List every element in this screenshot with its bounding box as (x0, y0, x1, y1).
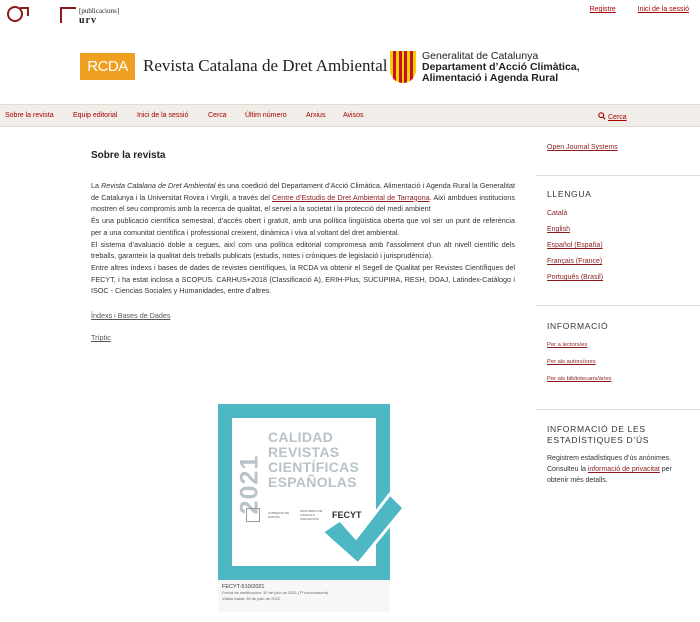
info-block (536, 305, 700, 388)
language-english[interactable]: English (547, 226, 570, 233)
language-francais[interactable]: Français (France) (547, 258, 603, 265)
fecyt-quality-seal (218, 404, 390, 612)
info-title: INFORMACIÓ (547, 321, 609, 331)
triptic-link[interactable]: Tríptic (91, 333, 111, 343)
gencat-department-1: Departament d’Acció Climàtica, (422, 61, 580, 73)
seal-year: 2021 (235, 454, 264, 515)
search-link[interactable] (598, 112, 627, 121)
journal-title[interactable]: Revista Catalana de Dret Ambiental (143, 56, 388, 75)
publicacions-bracket-icon (60, 7, 76, 23)
site-header (0, 40, 700, 98)
register-link[interactable]: Registre (589, 6, 616, 13)
urv-emblem-icon (6, 5, 30, 27)
stats-text: Registrem estadístiques d’ús anònimes. Consulteu la informació de privacitat per obtenir més detalls. (547, 455, 672, 484)
seal-code: FECYT-510/2021 (222, 584, 265, 590)
seal-certification-date: Fecha de certificación: 30 de julio de 2021 (7ª convocatoria) (222, 590, 329, 595)
indexes-link[interactable]: Índexs i Bases de Dades (91, 311, 171, 321)
search-icon (598, 112, 606, 120)
nav-archives[interactable]: Arxius (306, 112, 326, 119)
info-authors-link[interactable]: Per als autors/ores (547, 359, 596, 365)
publicacions-urv-logo[interactable] (60, 7, 119, 25)
language-portugues[interactable]: Português (Brasil) (547, 274, 604, 281)
about-paragraph-1: La Revista Catalana de Dret Ambiental és una coedició del Departament d’Acció Climàtica, Alimentació i Agenda Rural la Generalitat de Catalunya i la Universitat Rovira i Virgili, a través del Centre d’Estudis de Dret Ambiental de Tarragona. Així ambdues institucions mostren el seu compromís amb la recerca de qualitat, el servei a la societat i la protecció del medi ambient (91, 181, 515, 214)
journal-name-italic: Revista Catalana de Dret Ambiental (101, 181, 216, 190)
page-title: Sobre la revista (91, 150, 166, 161)
privacy-link[interactable]: informació de privacitat (587, 466, 660, 473)
stats-title-2: ESTADÍSTIQUES D’ÚS (547, 435, 650, 445)
language-catala: Català (547, 210, 568, 217)
seal-footer (218, 580, 390, 612)
gencat-department-2: Alimentació i Agenda Rural (422, 72, 559, 84)
language-espanol[interactable]: Español (España) (547, 242, 603, 249)
main-navigation (0, 104, 700, 127)
nav-login[interactable]: Inici de la sessió (137, 112, 189, 119)
ministerio-label: MINISTERIO DE CIENCIA E INNOVACIÓN (300, 509, 323, 521)
about-paragraph-4: Entre altres índexs i bases de dades de revistes científiques, la RCDA va obtenir el Segell de Qualitat per Revistes Científiques del FECYT, i ha estat inclosa a SCOPUS. CARHUS+2018 (Classificació A), ERIH-Plus, SUCUPIRA, RESH, DOAJ, Latindex-Catàlogo i ISOC - Ciencias Sociales y Humanidades, entre d’altres. (91, 262, 515, 296)
info-librarians-link[interactable]: Per als bibliotecaris/àries (547, 376, 612, 382)
top-bar (0, 0, 700, 34)
language-block (536, 175, 700, 286)
seal-valid-until: Válido hasta: 30 de julio de 2022 (222, 596, 281, 601)
fecyt-logo: FECYT (332, 510, 362, 520)
nav-search[interactable]: Cerca (208, 112, 227, 119)
language-title: LLENGUA (547, 189, 592, 199)
gobierno-label: GOBIERNO DE ESPAÑA (268, 511, 290, 519)
checkmark-icon (318, 492, 404, 566)
urv-logo[interactable] (6, 5, 30, 27)
nav-editorial-team[interactable]: Equip editorial (73, 112, 118, 119)
search-link-label: Cerca (608, 114, 627, 121)
nav-announcements[interactable]: Avisos (343, 112, 364, 119)
login-link[interactable]: Inici de la sessió (637, 6, 689, 13)
info-readers-link[interactable]: Per a lectors/es (547, 342, 588, 348)
about-paragraph-2: És una publicació científica semestral, d’accés obert i gratuït, amb una política lingüística oberta que vol ser un punt de referència per a una comunitat científica i professional creixent, dinàmica i viva al voltant del dret ambiental. (91, 216, 515, 237)
ojs-link[interactable]: Open Journal Systems (547, 144, 618, 151)
urv-label: urv (79, 15, 97, 26)
spain-coat-of-arms-icon (246, 508, 260, 522)
gencat-name: Generalitat de Catalunya (422, 50, 539, 62)
nav-current-issue[interactable]: Últim número (245, 112, 287, 119)
publicacions-label: [publicacions] (79, 7, 120, 15)
nav-about[interactable]: Sobre la revista (5, 112, 54, 119)
gencat-shield-icon (390, 51, 416, 83)
user-links (570, 6, 689, 13)
rcda-logo[interactable]: RCDA (80, 53, 135, 80)
about-paragraph-3: El sistema d’avaluació doble a cegues, així com una política editorial compromesa amb l’assoliment d’un alt nivell científic dels treballs, garanteix la qualitat dels treballs publicats (estudis, notes i cròniques de legislació i jurisprudència). (91, 239, 515, 261)
cedat-link[interactable]: Centre d’Estudis de Dret Ambiental de Tarragona (272, 192, 430, 202)
gencat-logo[interactable] (390, 51, 580, 84)
seal-words: CALIDAD REVISTAS CIENTÍFICAS ESPAÑOLAS (268, 429, 360, 490)
stats-title-1: INFORMACIÓ DE LES (547, 424, 646, 434)
stats-block (536, 409, 700, 486)
main-content (91, 150, 515, 342)
